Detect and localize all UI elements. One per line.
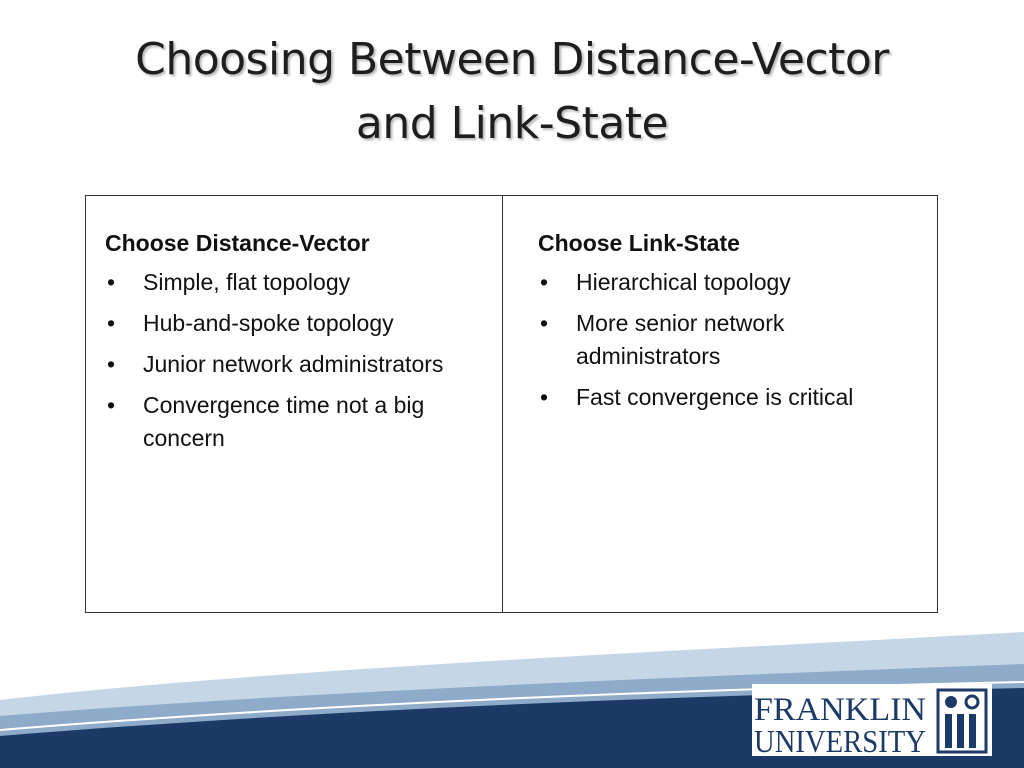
list-item — [105, 266, 496, 299]
comparison-table — [85, 195, 938, 613]
list-item-text: Convergence time not a big concern — [143, 392, 425, 451]
slide-title — [0, 28, 1024, 156]
list-item — [105, 307, 496, 340]
list-item — [538, 307, 927, 373]
list-item-text: Junior network administrators — [143, 351, 444, 377]
slide-title-line-2: and Link-State — [355, 98, 669, 149]
distance-vector-list — [105, 266, 496, 455]
list-item — [538, 266, 927, 299]
bullet-icon: • — [107, 269, 116, 295]
bullet-icon: • — [540, 269, 549, 295]
link-state-heading: Choose Link-State — [538, 230, 740, 256]
slide-title-line-1: Choosing Between Distance-Vector — [135, 34, 889, 85]
franklin-university-logo — [752, 684, 992, 756]
link-state-column — [503, 196, 937, 612]
bullet-icon: • — [540, 310, 549, 336]
list-item-text: Fast convergence is critical — [576, 384, 854, 410]
list-item-text: More senior network administrators — [576, 310, 785, 369]
list-item-text: Simple, flat topology — [143, 269, 351, 295]
link-state-list — [538, 266, 927, 414]
bullet-icon: • — [540, 384, 549, 410]
bullet-icon: • — [107, 351, 116, 377]
list-item-text: Hierarchical topology — [576, 269, 791, 295]
list-item — [105, 389, 496, 455]
bullet-icon: • — [107, 310, 116, 336]
logo-line-1: FRANKLIN — [754, 692, 927, 728]
list-item-text: Hub-and-spoke topology — [143, 310, 394, 336]
list-item — [105, 348, 496, 381]
bullet-icon: • — [107, 392, 116, 418]
distance-vector-heading: Choose Distance-Vector — [105, 230, 370, 256]
list-item — [538, 381, 927, 414]
logo-line-2: UNIVERSITY — [754, 723, 926, 756]
distance-vector-column — [86, 196, 503, 612]
